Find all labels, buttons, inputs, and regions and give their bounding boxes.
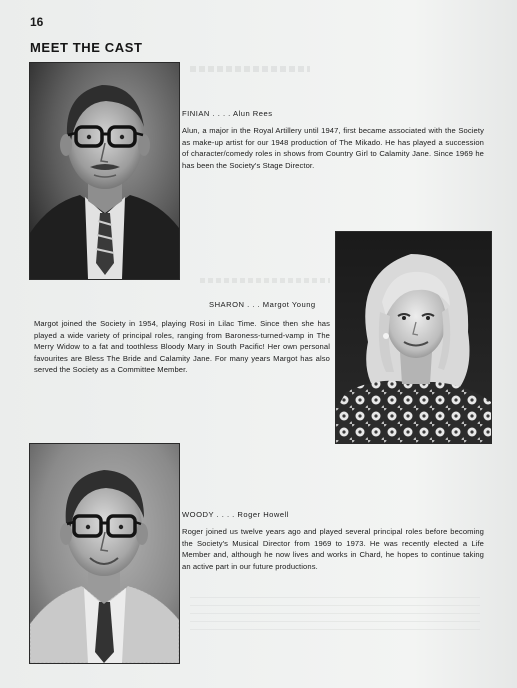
show-through-texture [190,590,480,630]
role-heading-finian [182,109,273,118]
role-separator: . . . . [209,109,233,118]
page-title: MEET THE CAST [30,40,143,55]
bio-sharon: Margot joined the Society in 1954, playing Rosi in Lilac Time. Since then she has played a wide variety of principal roles, ranging from Baroness-turned-vamp in The Merry Widow to a fat and toothless Bloody Mary in South Pacific! Her own personal favourites are Bless The Bride and Calamity Jane. For many years Margot has also served the Society as a Committee Member. [34,319,330,375]
actor-name: Margot Young [262,300,316,309]
show-through-texture [190,66,310,72]
actor-name: Alun Rees [232,109,273,118]
portrait-man-glasses-icon [29,62,180,280]
portrait-woman-icon [335,231,492,444]
role-heading-woody [182,510,289,519]
role-name: SHARON [209,300,245,309]
page-number: 16 [30,15,44,29]
role-separator: . . . . [213,510,238,519]
role-heading-sharon [209,300,316,309]
role-name: FINIAN [182,109,210,118]
show-through-texture [200,278,330,283]
role-separator: . . . [244,300,263,309]
portrait-man-glasses-icon [29,443,180,664]
bio-woody: Roger joined us twelve years ago and played several principal roles before becoming the Society's Musical Director from 1969 to 1973. He was recently elected a Life Member and, although he now lives and works in Chard, he hopes to continue taking an active part in our future productions. [182,527,484,571]
role-name: WOODY [182,510,214,519]
bio-finian: Alun, a major in the Royal Artillery until 1947, first became associated with the Society as make-up artist for our 1948 production of The Mikado. He has played a succession of character/comedy roles in shows from Country Girl to Calamity Jane. Since 1969 he has been the Society's Stage Director. [182,126,484,170]
actor-name: Roger Howell [237,510,289,519]
